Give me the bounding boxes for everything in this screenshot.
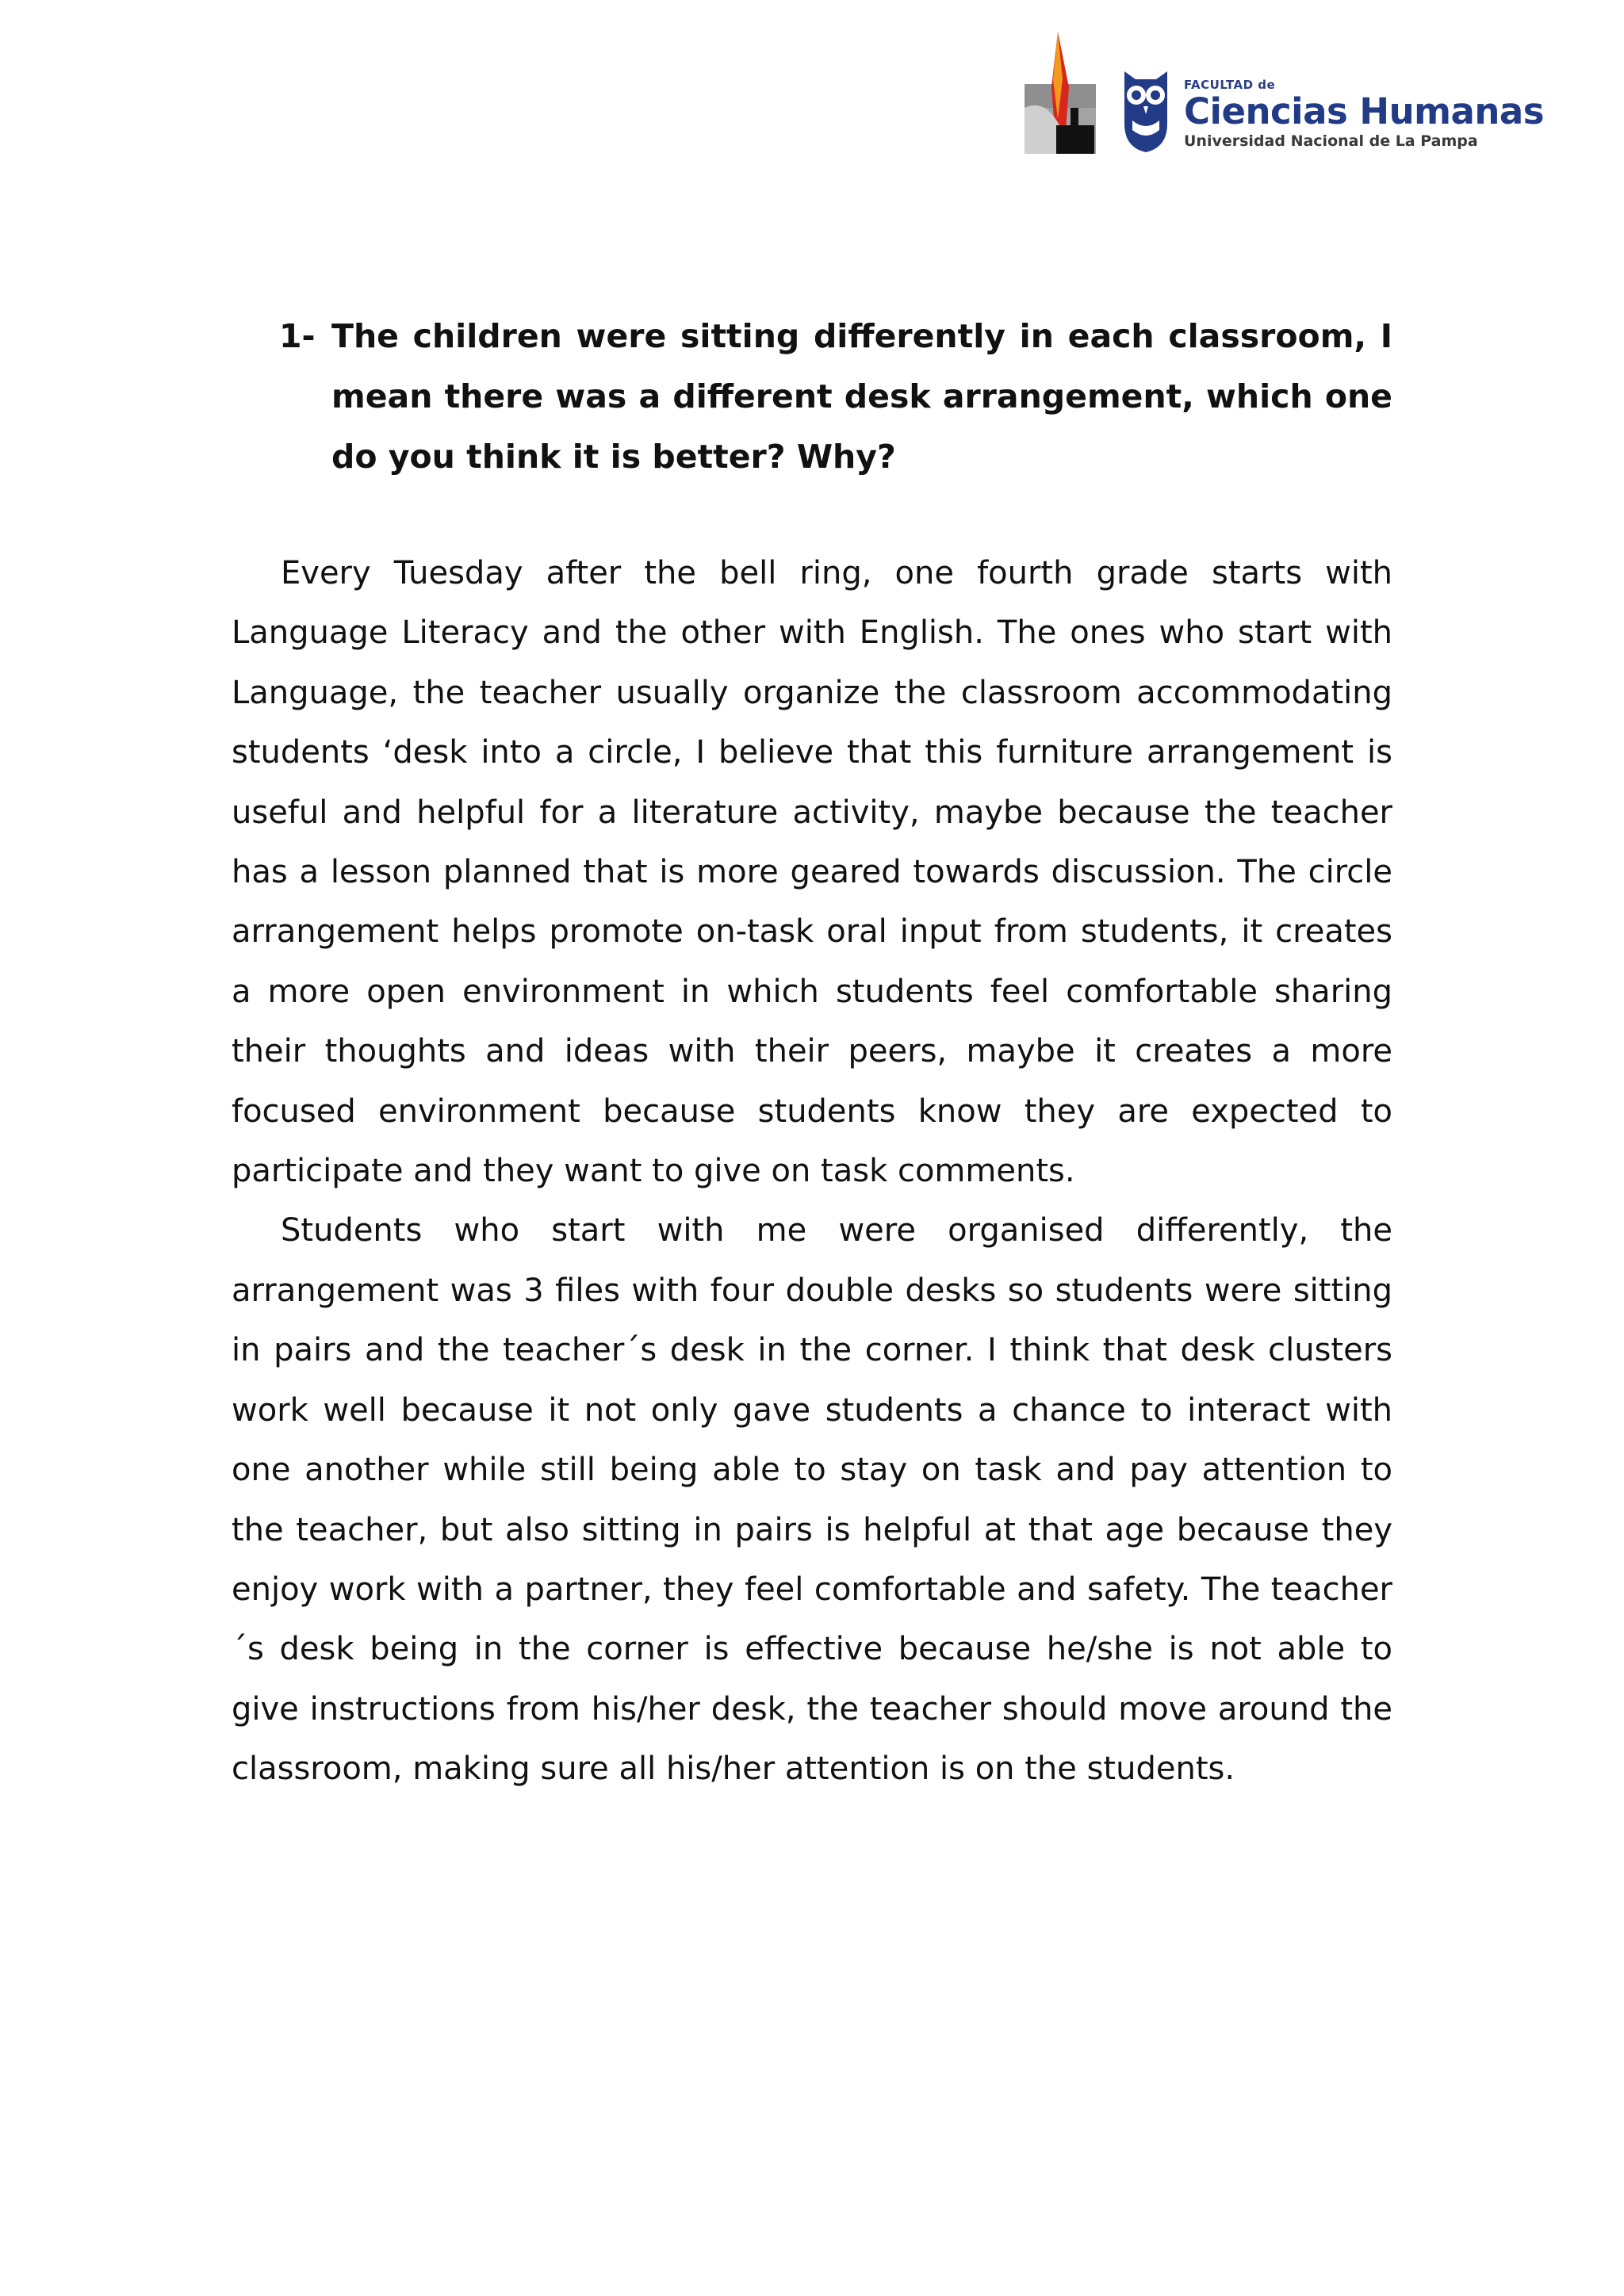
owl-icon <box>1120 68 1172 154</box>
logo-faculty-label: FACULTAD de <box>1184 78 1276 92</box>
faculty-logo <box>1021 32 1545 159</box>
answer-paragraph: Every Tuesday after the bell ring, one fourth grade starts with Language Literacy and the other with English. The ones who start with Language, the teacher usually organize the classroom accommodating students ‘desk into a circle, I believe that this furniture arrangement is useful and helpful for a literature activity, maybe because the teacher has a lesson planned that is more geared towards discussion. The circle arrangement helps promote on-task oral input from students, it creates a more open environment in which students feel comfortable sharing their thoughts and ideas with their peers, maybe it creates a more focused environment because students know they are expected to participate and they want to give on task comments. <box>232 555 1392 1190</box>
answer-paragraph: Students who start with me were organised differently, the arrangement was 3 files with four double desks so students were sitting in pairs and the teacher´s desk in the corner. I think that desk clusters work well because it not only gave students a chance to interact with one another while still being able to stay on task and pay attention to the teacher, but also sitting in pairs is helpful at that age because they enjoy work with a partner, they feel comfortable and safety. The teacher´s desk being in the corner is effective because he/she is not able to give instructions from his/her desk, the teacher should move around the classroom, making sure all his/her attention is on the students. <box>232 1212 1392 1788</box>
question-number: 1- <box>279 317 316 355</box>
logo-faculty-name: Ciencias Humanas <box>1184 90 1545 132</box>
answer-body <box>232 544 1392 1800</box>
logo-university-name: Universidad Nacional de La Pampa <box>1184 132 1478 150</box>
university-emblem-icon <box>1021 32 1101 159</box>
logo-wordmark <box>1184 78 1545 151</box>
question-item <box>279 306 1392 487</box>
question-text: The children were sitting differently in each classroom, I mean there was a different desk arrangement, which one do you think it is better? Why? <box>331 317 1392 476</box>
